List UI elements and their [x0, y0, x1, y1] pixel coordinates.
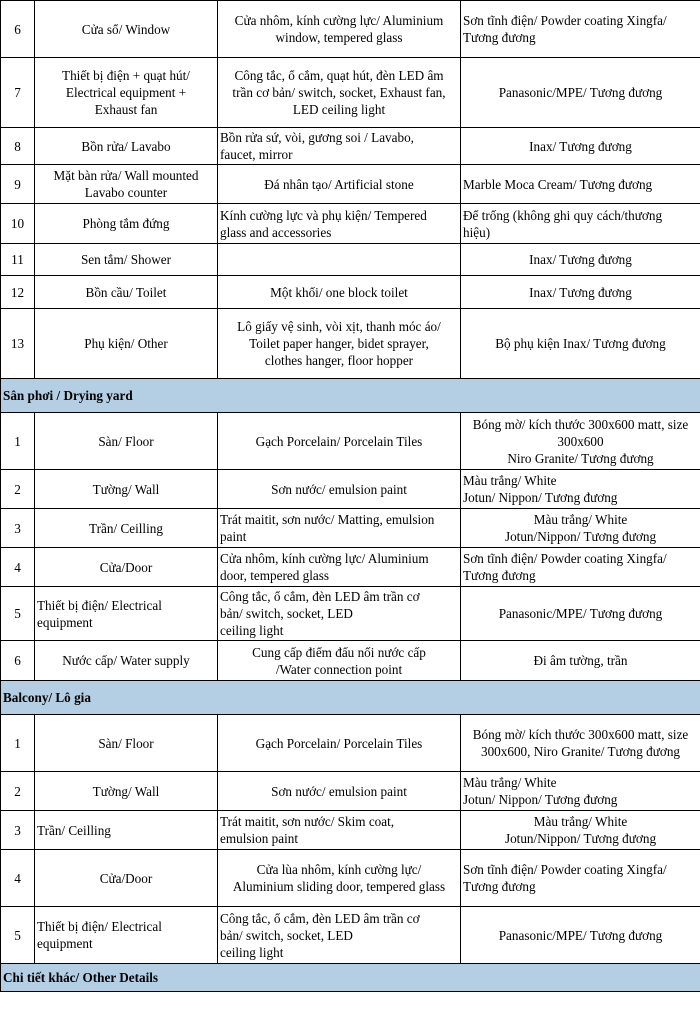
item-description-line: Công tắc, ổ cắm, đèn LED âm trần cơ — [220, 589, 420, 604]
item-name — [35, 641, 218, 681]
table-row — [1, 641, 700, 681]
item-brand-line: Màu trắng/ White — [533, 814, 628, 829]
table-row — [1, 509, 700, 548]
row-number: 5 — [1, 907, 35, 964]
table-row — [1, 309, 700, 379]
row-number: 2 — [1, 470, 35, 509]
item-brand-line: Để trống (không ghi quy cách/thương — [463, 207, 663, 223]
item-brand-line: Inax/ Tương đương — [529, 252, 632, 267]
item-description — [218, 772, 461, 811]
item-brand — [461, 1, 700, 58]
item-brand — [461, 850, 700, 907]
item-brand-line: 300x600 — [557, 433, 604, 449]
row-number: 6 — [1, 1, 35, 58]
item-brand-line: Đi âm tường, trần — [533, 653, 628, 668]
item-description-line: trần cơ bản/ switch, socket, Exhaust fan, — [232, 85, 446, 100]
item-brand — [461, 309, 700, 379]
item-name-line: Trần/ Ceilling — [37, 822, 111, 838]
item-name — [35, 204, 218, 244]
item-brand — [461, 470, 700, 509]
item-name — [35, 548, 218, 587]
row-number: 3 — [1, 811, 35, 850]
item-brand-line: 300x600, Niro Granite/ Tương đương — [480, 744, 681, 759]
table-row — [1, 244, 700, 276]
item-description-line: Lô giấy vệ sinh, vòi xịt, thanh móc áo/ — [237, 319, 441, 334]
item-name-line: Nước cấp/ Water supply — [62, 653, 190, 668]
section-title: Chi tiết khác/ Other Details — [1, 964, 700, 992]
specification-table-body — [1, 1, 700, 992]
section-header-row — [1, 681, 700, 715]
item-brand-line: Jotun/Nippon/ Tương đương — [504, 831, 657, 846]
item-description — [218, 907, 461, 964]
item-brand — [461, 907, 700, 964]
item-name-line: Tường/ Wall — [92, 481, 160, 497]
table-row — [1, 907, 700, 964]
item-name-line: Sàn/ Floor — [98, 433, 154, 449]
item-description-line: Trát maitit, sơn nước/ Skim coat, — [220, 814, 395, 829]
item-description — [218, 58, 461, 128]
item-description-line: window, tempered glass — [275, 30, 403, 45]
table-row — [1, 58, 700, 128]
item-description — [218, 470, 461, 509]
item-brand — [461, 548, 700, 587]
item-name-line: Electrical equipment + — [65, 85, 187, 100]
item-description — [218, 548, 461, 587]
item-brand-line: Jotun/Nippon/ Tương đương — [504, 529, 657, 544]
item-description-line: faucet, mirror — [220, 147, 293, 162]
item-name-line: equipment — [37, 936, 93, 951]
item-brand-line: Màu trắng/ White — [463, 473, 557, 488]
item-description-line: glass and accessories — [220, 224, 332, 240]
item-name — [35, 907, 218, 964]
item-brand — [461, 772, 700, 811]
item-description-line: Một khối/ one block toilet — [270, 284, 408, 300]
item-name — [35, 470, 218, 509]
table-row — [1, 548, 700, 587]
item-description-line: Trát maitit, sơn nước/ Matting, emulsion — [220, 512, 435, 527]
row-number: 6 — [1, 641, 35, 681]
item-description-line: Cửa lùa nhôm, kính cường lực/ — [256, 862, 422, 877]
row-number: 3 — [1, 509, 35, 548]
item-name — [35, 772, 218, 811]
item-brand — [461, 811, 700, 850]
item-description-line: Gạch Porcelain/ Porcelain Tiles — [255, 735, 423, 751]
item-description — [218, 811, 461, 850]
item-description-line: paint — [220, 529, 247, 544]
item-description — [218, 244, 461, 276]
item-brand-line: Màu trắng/ White — [533, 512, 628, 527]
item-description-line: Công tắc, ổ cắm, quạt hút, đèn LED âm — [234, 68, 444, 83]
item-name-line: Phòng tắm đứng — [82, 216, 170, 231]
table-row — [1, 413, 700, 470]
item-brand-line: Panasonic/MPE/ Tương đương — [498, 606, 663, 621]
item-brand — [461, 509, 700, 548]
item-description — [218, 641, 461, 681]
item-brand — [461, 413, 700, 470]
table-row — [1, 811, 700, 850]
table-row — [1, 276, 700, 309]
item-description — [218, 276, 461, 309]
item-name-line: Tường/ Wall — [92, 783, 160, 799]
item-description-line: Sơn nước/ emulsion paint — [271, 481, 407, 497]
item-brand — [461, 715, 700, 772]
item-name-line: Thiết bị điện + quạt hút/ — [62, 68, 190, 83]
item-name-line: Mặt bàn rửa/ Wall mounted — [53, 168, 199, 183]
item-name-line: Thiết bị điện/ Electrical — [37, 597, 162, 613]
row-number: 9 — [1, 165, 35, 204]
item-brand-line: Màu trắng/ White — [463, 775, 557, 790]
row-number: 10 — [1, 204, 35, 244]
row-number: 13 — [1, 309, 35, 379]
item-brand — [461, 58, 700, 128]
item-brand-line: Sơn tĩnh điện/ Powder coating Xingfa/ — [463, 862, 667, 877]
item-name — [35, 587, 218, 641]
item-description — [218, 204, 461, 244]
item-brand — [461, 244, 700, 276]
item-description-line: Sơn nước/ emulsion paint — [271, 783, 407, 799]
item-name — [35, 244, 218, 276]
item-description-line: Đá nhân tạo/ Artificial stone — [264, 176, 414, 192]
section-header-row — [1, 379, 700, 413]
item-description-line: Gạch Porcelain/ Porcelain Tiles — [255, 433, 423, 449]
item-description — [218, 715, 461, 772]
item-brand — [461, 587, 700, 641]
row-number: 12 — [1, 276, 35, 309]
item-name-line: Bồn rửa/ Lavabo — [81, 138, 171, 154]
item-description — [218, 850, 461, 907]
table-row — [1, 850, 700, 907]
item-brand-line: Tương đương — [463, 879, 536, 894]
item-name — [35, 811, 218, 850]
item-name-line: Cửa sổ/ Window — [81, 21, 171, 37]
item-brand — [461, 276, 700, 309]
row-number: 8 — [1, 128, 35, 165]
item-brand-line: Tương đương — [463, 568, 536, 583]
item-description — [218, 309, 461, 379]
row-number: 5 — [1, 587, 35, 641]
item-description-line: ceiling light — [220, 944, 284, 960]
item-brand-line: Jotun/ Nippon/ Tương đương — [463, 792, 618, 807]
table-row — [1, 1, 700, 58]
item-name — [35, 850, 218, 907]
item-description-line: Aluminium sliding door, tempered glass — [232, 879, 446, 894]
item-description-line: Cung cấp điểm đấu nối nước cấp — [252, 644, 426, 660]
table-row — [1, 128, 700, 165]
item-brand-line: Sơn tĩnh điện/ Powder coating Xingfa/ — [463, 13, 667, 28]
item-brand — [461, 204, 700, 244]
item-brand — [461, 128, 700, 165]
item-name — [35, 58, 218, 128]
item-description — [218, 165, 461, 204]
row-number: 4 — [1, 548, 35, 587]
item-name-line: Sen tắm/ Shower — [80, 252, 172, 267]
item-description-line: Cửa nhôm, kính cường lực/ Aluminium — [220, 551, 429, 566]
item-description — [218, 1, 461, 58]
item-brand-line: Marble Moca Cream/ Tương đương — [463, 176, 653, 192]
item-name — [35, 1, 218, 58]
item-brand-line: Bộ phụ kiện Inax/ Tương đương — [495, 336, 666, 351]
item-name-line: Cửa/Door — [99, 870, 153, 886]
item-description-line: bản/ switch, socket, LED — [220, 927, 353, 943]
row-number: 1 — [1, 715, 35, 772]
item-brand-line: Panasonic/MPE/ Tương đương — [498, 927, 663, 943]
item-brand-line: hiệu) — [463, 224, 491, 240]
table-row — [1, 204, 700, 244]
item-brand-line: Inax/ Tương đương — [529, 138, 632, 154]
item-description-line: emulsion paint — [220, 831, 299, 846]
section-title: Sân phơi / Drying yard — [1, 379, 700, 413]
item-description-line: clothes hanger, floor hopper — [264, 353, 414, 368]
item-name — [35, 413, 218, 470]
item-description-line: ceiling light — [220, 623, 284, 638]
item-name-line: equipment — [37, 614, 93, 630]
item-name-line: Trần/ Ceilling — [89, 520, 163, 536]
item-name-line: Cửa/Door — [99, 559, 153, 575]
item-description-line: LED ceiling light — [292, 102, 386, 117]
item-description-line: /Water connection point — [275, 661, 403, 677]
item-brand-line: Panasonic/MPE/ Tương đương — [498, 85, 663, 100]
item-description — [218, 413, 461, 470]
item-description-line: door, tempered glass — [220, 568, 329, 583]
item-name-line: Bồn cầu/ Toilet — [85, 284, 167, 300]
item-name-line: Exhaust fan — [94, 102, 158, 117]
item-name-line: Phụ kiện/ Other — [84, 336, 168, 351]
item-brand-line: Niro Granite/ Tương đương — [507, 450, 654, 466]
row-number: 7 — [1, 58, 35, 128]
item-name-line: Lavabo counter — [84, 185, 168, 200]
item-description-line: Kính cường lực và phụ kiện/ Tempered — [220, 207, 427, 223]
section-header-row — [1, 964, 700, 992]
row-number: 11 — [1, 244, 35, 276]
item-brand-line: Inax/ Tương đương — [529, 284, 632, 300]
item-brand-line: Jotun/ Nippon/ Tương đương — [463, 490, 618, 505]
item-name — [35, 128, 218, 165]
table-row — [1, 587, 700, 641]
table-row — [1, 772, 700, 811]
row-number: 1 — [1, 413, 35, 470]
section-title: Balcony/ Lô gia — [1, 681, 700, 715]
item-name — [35, 309, 218, 379]
item-brand-line: Bóng mờ/ kích thước 300x600 matt, size — [472, 727, 689, 742]
item-name — [35, 276, 218, 309]
row-number: 4 — [1, 850, 35, 907]
table-row — [1, 470, 700, 509]
item-name — [35, 509, 218, 548]
item-brand — [461, 641, 700, 681]
item-description-line: Công tắc, ổ cắm, đèn LED âm trần cơ — [220, 910, 420, 926]
item-name — [35, 715, 218, 772]
item-name-line: Thiết bị điện/ Electrical — [37, 919, 162, 934]
item-brand-line: Tương đương — [463, 30, 536, 45]
item-description — [218, 587, 461, 641]
item-description — [218, 509, 461, 548]
item-description-line: Bồn rửa sứ, vòi, gương soi / Lavabo, — [220, 130, 414, 145]
row-number: 2 — [1, 772, 35, 811]
item-brand-line: Bóng mờ/ kích thước 300x600 matt, size — [472, 416, 689, 432]
table-row — [1, 165, 700, 204]
item-brand — [461, 165, 700, 204]
item-description-line: Toilet paper hanger, bidet sprayer, — [249, 336, 429, 351]
item-description-line: bản/ switch, socket, LED — [220, 606, 353, 621]
item-description-line: Cửa nhôm, kính cường lực/ Aluminium — [234, 13, 444, 28]
item-name — [35, 165, 218, 204]
item-name-line: Sàn/ Floor — [98, 735, 154, 751]
item-brand-line: Sơn tĩnh điện/ Powder coating Xingfa/ — [463, 551, 667, 566]
table-row — [1, 715, 700, 772]
item-description — [218, 128, 461, 165]
